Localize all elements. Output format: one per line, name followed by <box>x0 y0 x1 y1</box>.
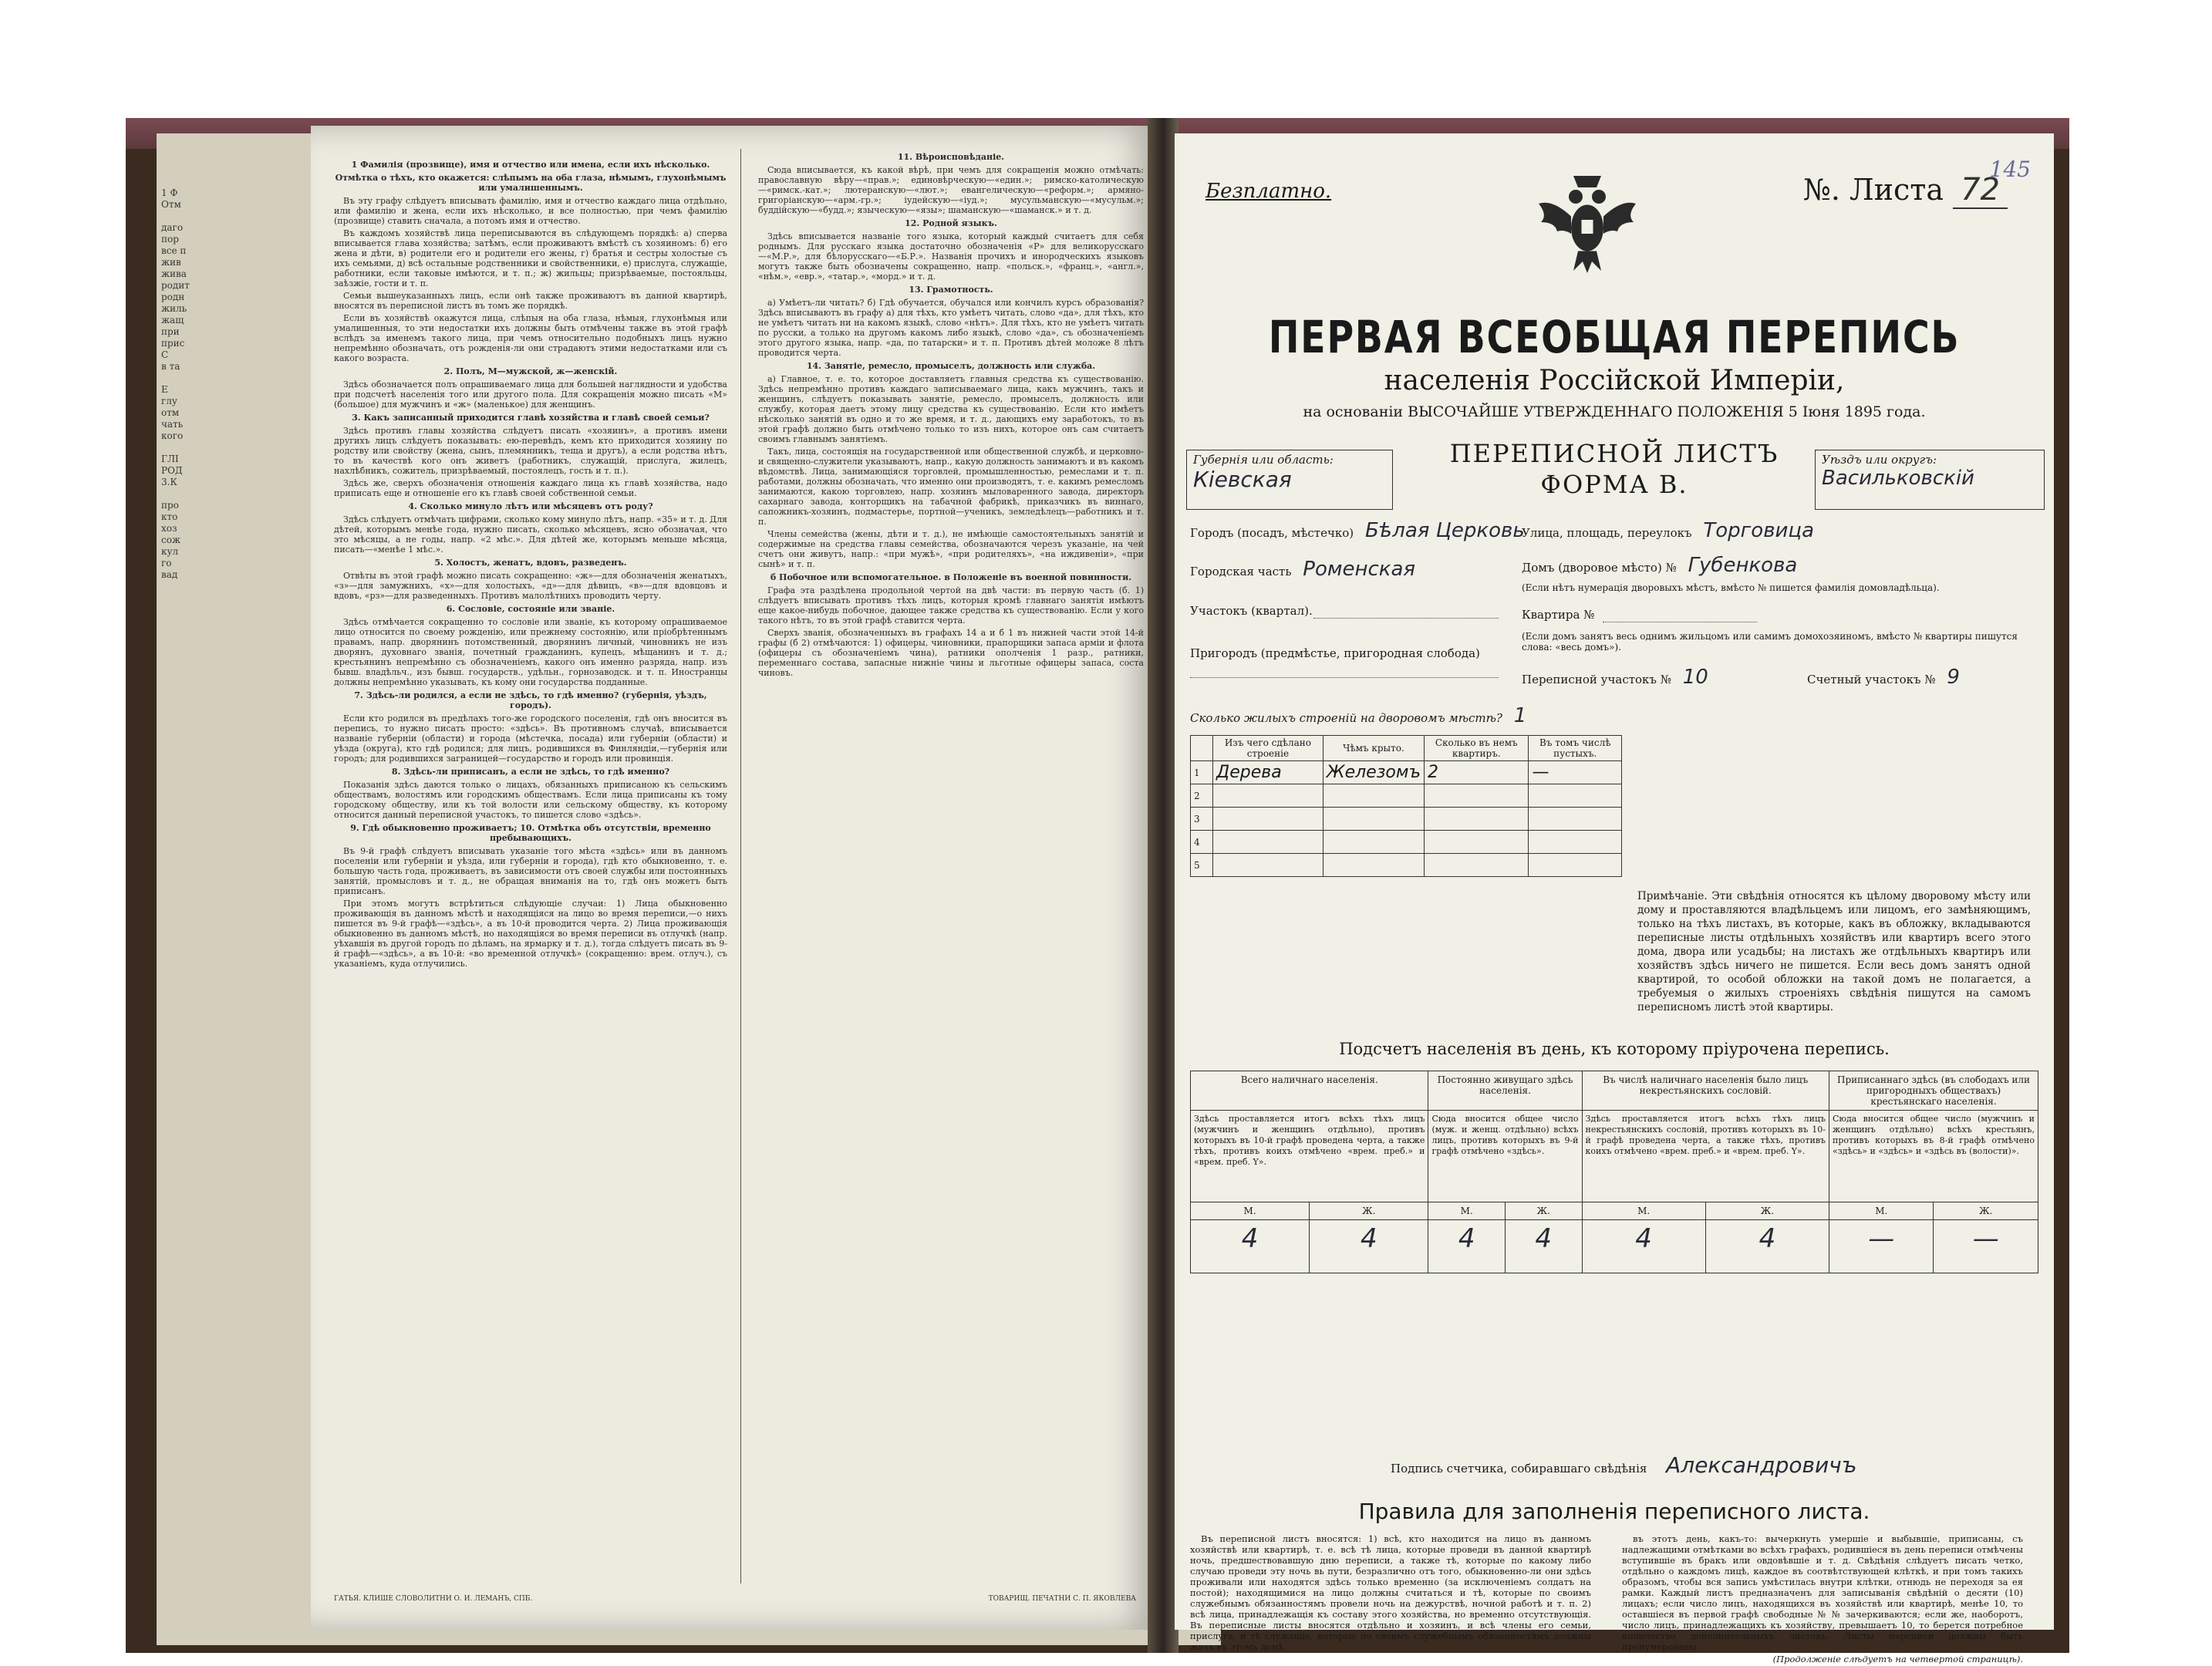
printer-footer <box>334 1595 1136 1603</box>
rules-column-2 <box>1622 1533 2023 1666</box>
census-area-value: 10 <box>1682 666 1708 689</box>
buildings-cell <box>1213 784 1323 808</box>
column-divider <box>740 149 741 1583</box>
population-value: 4 <box>1582 1220 1705 1273</box>
instruction-heading: 1 Фамилія (прозвище), имя и отчество или имена, если ихъ нѣсколько. <box>351 160 710 170</box>
city-field <box>1190 519 1525 542</box>
buildings-table-row <box>1191 784 1622 808</box>
buildings-col-material: Изъ чего сдѣлано строеніе <box>1213 736 1323 761</box>
buildings-cell <box>1425 808 1529 831</box>
street-value: Торговица <box>1703 519 1815 542</box>
sex-label: М. <box>1829 1202 1934 1220</box>
sex-label: М. <box>1191 1202 1310 1220</box>
double-headed-eagle-emblem-icon <box>1529 164 1645 280</box>
gubernia-value: Кіевская <box>1193 467 1292 492</box>
count-area-value: 9 <box>1947 666 1960 689</box>
sex-label: Ж. <box>1310 1202 1428 1220</box>
street-label: Улица, площадь, переулокъ <box>1522 526 1692 540</box>
instruction-paragraph: Показанія здѣсь даются только о лицахъ, обязанныхъ приписаною къ сельскимъ обществамъ, волостямъ или городскимъ обществамъ. Если лица приписаны къ тому городскому обществу, или къ той волости или сельскому обществу, къ которому относится данный переписной участокъ, то пишется слово «здѣсь». <box>334 780 727 820</box>
buildings-cell: 2 <box>1425 761 1529 784</box>
instruction-heading: 11. Вѣроисповѣданіе. <box>897 152 1005 162</box>
buildings-question-field <box>1190 704 1526 727</box>
pop-desc-peasant: Сюда вносится общее число (мужчинъ и женщинъ отдѣльно) всѣхъ крестьянъ, противъ которыхъ въ 8-й графѣ отмѣчено «здѣсь» и «здѣсь» и «здѣсь въ (волости)». <box>1829 1111 2038 1202</box>
district-line <box>1313 618 1499 619</box>
instruction-paragraph: Здѣсь слѣдуетъ отмѣчать цифрами, сколько кому минуло лѣтъ, напр. «35» и т. д. Для дѣтей, которымъ менѣе года, нужно писать, сколько мѣсяцевъ, ясно обозначая, что это мѣсяцы, а не годы, напр. «2 мѣс.». Для дѣтей же, которымъ меньше мѣсяца, писать—«менѣе 1 мѣс.». <box>334 514 727 555</box>
scanned-book-spread <box>126 118 2069 1664</box>
buildings-cell <box>1213 831 1323 854</box>
city-label: Городъ (посадъ, мѣстечко) <box>1190 526 1354 540</box>
instruction-paragraph: Здѣсь обозначается полъ опрашиваемаго лица для большей наглядности и удобства при подсчетѣ населенія того или другого пола. Для сокращенія можно писать «М» (большое) для мужчинъ и «ж» (маленькое) для женщинъ. <box>334 379 727 410</box>
population-value: 4 <box>1310 1220 1428 1273</box>
city-part-value: Роменская <box>1303 558 1416 581</box>
buildings-cell <box>1425 831 1529 854</box>
buildings-cell <box>1425 854 1529 877</box>
suburb-label: Пригородъ (предмѣстье, пригородная слобода) <box>1190 646 1480 660</box>
buildings-cell: — <box>1529 761 1622 784</box>
instruction-heading: 4. Сколько минуло лѣтъ или мѣсяцевъ отъ роду? <box>408 501 653 511</box>
instruction-paragraph: а) Умѣетъ-ли читать? б) Гдѣ обучается, обучался или кончилъ курсъ образованія? Здѣсь вписываютъ въ графу а) для тѣхъ, кто умѣетъ читать, слово «да», для тѣхъ, кто не умѣетъ читать ни на какомъ языкѣ, слово «нѣтъ». Для тѣхъ, кто не умѣетъ читать по русски, а только на другомъ какомъ либо языкѣ, слово «да», съ обозначеніемъ этого другого языка, напр. «да, по татарски» и т. п. Противъ дѣтей моложе 8 лѣтъ проводится черта. <box>758 298 1144 358</box>
buildings-cell <box>1529 808 1622 831</box>
pop-col-peasant: Приписаннаго здѣсь (въ слободахъ или пригородныхъ обществахъ) крестьянскаго населенія. <box>1829 1071 2038 1111</box>
row-number: 5 <box>1191 854 1213 877</box>
signature-label: Подпись счетчика, собиравшаго свѣдѣнія <box>1391 1462 1647 1475</box>
buildings-table-row <box>1191 831 1622 854</box>
sheet-number-label: №. Листа <box>1802 173 1944 207</box>
buildings-cell <box>1213 854 1323 877</box>
house-value: Губенкова <box>1688 554 1798 577</box>
street-field <box>1522 519 1814 542</box>
instruction-paragraph: Здѣсь противъ главы хозяйства слѣдуетъ писать «хозяинъ», а противъ имени другихъ лицъ слѣдуетъ показывать: ею-перевѣдъ, кемъ кто приходится хозяину по родству или свойству (жена, сынъ, племянникъ, теща и другъ), а если родства нѣтъ, то въ качествѣ кого онъ живетъ (работникъ, служащій, прислуга, жилецъ, нахлѣбникъ, сожитель, призрѣваемый, постоялецъ, гость и т. п.). <box>334 426 727 476</box>
instruction-heading: 14. Занятіе, ремесло, промыселъ, должность или служба. <box>806 361 1096 371</box>
instruction-paragraph: При этомъ могутъ встрѣтиться слѣдующіе случаи: 1) Лица обыкновенно проживающія въ данномъ мѣстѣ и находящіяся на лицо во время переписи,—о нихъ пишется въ 9-й графѣ—«здѣсь», а въ 10-й проводится черта. 2) Лица проживающія обыкновенно въ данномъ мѣстѣ, но находящіяся во время переписи въ отлучкѣ (напр. уѣхавшія въ другой городъ по дѣламъ, на ярмарку и т. д.), тогда слѣдуетъ писать въ 9-й графѣ—«здѣсь», а въ 10-й: «во временной отлучкѣ» (сокращенно: врем. отлуч.), съ указаніемъ, куда отлучились. <box>334 899 727 969</box>
instruction-heading: 3. Какъ записанный приходится главѣ хозяйства и главѣ своей семьи? <box>352 413 710 423</box>
sex-label: М. <box>1428 1202 1506 1220</box>
buildings-table-row <box>1191 808 1622 831</box>
instruction-paragraph: Если кто родился въ предѣлахъ того-же городского поселенія, гдѣ онъ вносится въ перепись, то нужно писать просто: «здѣсь». Въ противномъ случаѣ, вписывается названіе губерніи (области) и города (мѣстечка, посада) или губерніи (области) и уѣзда (округа), кто гдѣ родился; для лицъ, родившихся въ Финляндіи,—губернія или городъ; для родившихся заграницей—государство и городъ или провинція. <box>334 713 727 764</box>
instruction-heading: 9. Гдѣ обыкновенно проживаетъ; 10. Отмѣтка объ отсутствіи, временно пребывающихъ. <box>350 823 711 843</box>
population-value: — <box>1934 1220 2038 1273</box>
sex-label: М. <box>1582 1202 1705 1220</box>
buildings-col-flats: Сколько въ немъ квартиръ. <box>1425 736 1529 761</box>
instruction-paragraph: Здѣсь отмѣчается сокращенно то сословіе или званіе, къ которому опрашиваемое лицо относится по своему рожденію, или прежнему состоянію, или пріобрѣтеннымъ правамъ, напр. дворянинъ потомственный, дворянинъ личный, чиновникъ не изъ дворянъ, духовнаго званія, почетный гражданинъ, купецъ, мѣщанинъ и т. д.; крестьянинъ непремѣнно съ обозначеніемъ, какого онъ именно разряда, напр. изъ бывш. владѣльч., изъ бывш. государств., удѣльн., горнозаводск. и т. п. Иностранцы должны непремѣнно указывать, къ кому они государства подданные. <box>334 617 727 687</box>
buildings-cell <box>1529 784 1622 808</box>
instruction-paragraph: Такъ, лица, состоящія на государственной или общественной службѣ, и церковно-и священно-служители указываютъ, напр., какую должность занимаютъ и въ какомъ вѣдомствѣ. Лица, занимающіяся торговлей, промышленностью, ремеслами и т. п. работами, должны обозначать, что именно они производятъ, т. е. какимъ ремесломъ занимаются, какою торговлею, напр. хозяинъ мыловаренного завода, директоръ сахарнаго завода, конторщикъ на табачной фабрикѣ, приказчикъ въ виннаго, сапожникъ-хозяинъ, подмастерье, портной—ученикъ, земледѣлецъ—работникъ и т. п. <box>758 447 1144 527</box>
signature-value: Александровичъ <box>1666 1452 1857 1478</box>
row-number: 4 <box>1191 831 1213 854</box>
instruction-heading: 5. Холостъ, женатъ, вдовъ, разведенъ. <box>434 558 627 568</box>
population-table-headers <box>1191 1071 2038 1111</box>
instruction-paragraph: Сверхъ званія, обозначенныхъ въ графахъ 14 а и б 1 въ нижней части этой 14-й графы (б 2) отмѣчаются: 1) офицеры, чиновники, прапорщики запаса арміи и флота (офицеры съ обозначеніемъ чина), ратники ополченія 1 разр., ратники, переменнаго состава, запасные нижніе чины и льготные офицеры запаса, соста чиновъ. <box>758 628 1144 678</box>
gubernia-label: Губернія или область: <box>1193 453 1334 467</box>
pop-desc-permanent: Сюда вносится общее число (муж. и женщ. отдѣльно) всѣхъ лицъ, противъ которыхъ въ 9-й графѣ отмѣчено «здѣсь». <box>1428 1111 1582 1202</box>
population-count-heading: Подсчетъ населенія въ день, къ которому пріурочена перепись. <box>1339 1040 1890 1058</box>
buildings-cell <box>1425 784 1529 808</box>
buildings-col-roof: Чѣмъ крыто. <box>1323 736 1424 761</box>
instruction-paragraph: а) Главное, т. е. то, которое доставляетъ главныя средства къ существованію. Здѣсь непремѣнно противъ каждаго записываемаго лица, какъ мужчинъ, такъ и женщинъ, слѣдуетъ показывать занятіе, ремесло, промыселъ, должность или службу, которая даетъ этому лицу средства къ существованію. Если кто имѣетъ нѣсколько занятій въ одно и то же время, и т. д., дающихъ ему заработокъ, то въ этой графѣ должно быть отмѣчено только то изъ нихъ, которое онъ сам считаетъ своимъ главнымъ занятіемъ. <box>758 374 1144 444</box>
buildings-cell <box>1323 784 1424 808</box>
buildings-table-header <box>1191 736 1622 761</box>
census-area-field <box>1522 666 1708 689</box>
instructions-column-1 <box>334 157 727 1568</box>
house-label: Домъ (дворовое мѣсто) № <box>1522 561 1677 575</box>
instruction-paragraph: Въ 9-й графѣ слѣдуетъ вписывать указаніе того мѣста «здѣсь» или въ данномъ поселеніи или губерніи и уѣзда, или губерніи и города), гдѣ кто обыкновенно, т. е. большую часть года, проживаетъ, въ зависимости отъ своей службы или постоянныхъ занятій, промысловъ и т. д., не обращая вниманія на то, гдѣ онъ можетъ быть приписанъ. <box>334 846 727 896</box>
uezd-value: Васильковскій <box>1822 467 1974 490</box>
city-part-label: Городская часть <box>1190 565 1292 578</box>
row-number: 2 <box>1191 784 1213 808</box>
population-sex-labels <box>1191 1202 2038 1220</box>
pop-col-permanent: Постоянно живущаго здѣсь населенія. <box>1428 1071 1582 1111</box>
suburb-field <box>1190 646 1480 660</box>
census-area-label: Переписной участокъ № <box>1522 673 1671 686</box>
underlying-page-edge-text: 1 Ф Отм даго пор все п жив жива родит родн жиль жащ при прис С в та Е глу отм чать кого ГЛІ РОД 3.К про кто хоз сож кул го вад <box>161 187 190 580</box>
buildings-cell: Дерева <box>1213 761 1323 784</box>
buildings-value: 1 <box>1513 704 1527 727</box>
sheet-number-value: 72 <box>1953 172 2008 209</box>
instruction-heading: б Побочное или вспомогательное. в Положеніе въ военной повинности. <box>770 572 1132 582</box>
house-field <box>1522 554 1797 577</box>
form-title: ПЕРЕПИСНОЙ ЛИСТЪ <box>1449 439 1779 468</box>
sex-label: Ж. <box>1705 1202 1829 1220</box>
instruction-paragraph: Въ эту графу слѣдуетъ вписывать фамилію, имя и отчество каждаго лица отдѣльно, или фамилію и жена, если ихъ нѣсколько, и все полностью, при чемъ фамилію (прозвище) ставить сначала, а потомъ имя и отчество. <box>334 196 727 226</box>
instruction-paragraph: Члены семейства (жены, дѣти и т. д.), не имѣющіе самостоятельныхъ занятій и содержимые на средства главы семейства, обозначаются черезъ указаніе, на чей счетъ они живутъ, напр.: «при мужѣ», «при родителяхъ», «на иждивеніи», «при сынѣ» и т. п. <box>758 529 1144 569</box>
free-label: Безплатно. <box>1205 180 1332 203</box>
census-form-page <box>1175 133 2054 1664</box>
buildings-cell <box>1529 831 1622 854</box>
row-number: 3 <box>1191 808 1213 831</box>
buildings-note: Примѣчаніе. Эти свѣдѣнія относятся къ цѣлому дворовому мѣсту или дому и проставляются владѣльцемъ или лицомъ, его замѣняющимъ, только на тѣхъ листахъ, въ которые, какъ въ обложку, вкладываются переписные листы отдѣльныхъ хозяйствъ или квартиръ всего этого дома, двора или усадьбы; на листахъ же отдѣльныхъ квартиръ или хозяйствъ здѣсь ничего не пишется. Если весь домъ занятъ одной квартирой, то особой обложки на такой домъ не полагается, а требуемыя о жилыхъ строеніяхъ свѣдѣнія пишутся на самомъ переписномъ листѣ этой квартиры. <box>1637 890 2031 1013</box>
census-title: ПЕРВАЯ ВСЕОБЩАЯ ПЕРЕПИСЬ <box>1268 311 1961 363</box>
row-number: 1 <box>1191 761 1213 784</box>
district-label: Участокъ (квартал). <box>1190 604 1313 618</box>
count-area-field <box>1807 666 1960 689</box>
rules-text-2: въ этотъ день, какъ-то: вычеркнуть умершіе и выбывшіе, приписаны, съ надлежащими отмѣтками во всѣхъ графахъ, родившіеся въ день переписи отмѣчены вступившіе въ бракъ или овдовѣвшіе и т. д. Свѣдѣнія слѣдуетъ писать четко, отдѣльно о каждомъ лицѣ, каждое въ соотвѣтствующей клѣткѣ, и при томъ такихъ образомъ, чтобы вся запись умѣстилась внутри клѣтки, отнюдь не переходя за ея рамки. Каждый листъ предназначенъ для записыванія свѣдѣній о десяти (10) лицахъ; если число лицъ, находящихся въ хозяйствѣ или квартирѣ, менѣе 10, то оставшіеся въ первой графѣ свободные № № зачеркиваются; если же, наоборотъ, число лицъ, принадлежащихъ къ хозяйству, превышаетъ 10, то берется потребное количество дополнительныхъ листовъ. Листы переписи должны быть пронумерованы. <box>1622 1533 2023 1652</box>
instruction-paragraph: Сюда вписывается, къ какой вѣрѣ, при чемъ для сокращенія можно отмѣчать: православную вѣру—«прав.»; единовѣрческую—«един.»; римско-католическую—«римск.-кат.»; лютеранскую—«лют.»; евангелическую—«реформ.»; армяно-григоріанскую—«арм.-гр.»; іудейскую—«іуд.»; мусульманскую—«мусульм.»; буддійскую—«будд.»; языческую—«язы»; шаманскую—«шаманск.» и т. д. <box>758 165 1144 215</box>
instruction-heading: 7. Здѣсь-ли родился, а если не здѣсь, то гдѣ именно? (губернія, уѣздъ, городъ). <box>354 690 707 710</box>
instruction-heading: 8. Здѣсь-ли приписанъ, а если не здѣсь, то гдѣ именно? <box>391 767 670 777</box>
uezd-label: Уѣздъ или округъ: <box>1822 453 1937 467</box>
printer-left: ГАТЬЯ. КЛИШЕ СЛОВОЛИТНИ О. И. ЛЕМАНЪ, СПБ. <box>334 1595 533 1603</box>
instruction-heading: Отмѣтка о тѣхъ, кто окажется: слѣпымъ на оба глаза, нѣмымъ, глухонѣмымъ или умалишеннымъ. <box>335 173 727 193</box>
pop-col-present: Всего наличнаго населенія. <box>1191 1071 1428 1111</box>
population-table <box>1190 1071 2038 1273</box>
printer-right: ТОВАРИЩ. ПЕЧАТНИ С. П. ЯКОВЛЕВА <box>988 1595 1136 1603</box>
gubernia-box <box>1186 450 1393 510</box>
pop-desc-present: Здѣсь проставляется итогъ всѣхъ тѣхъ лицъ (мужчинъ и женщинъ отдѣльно), противъ которыхъ въ 10-й графѣ проведена черта, а также тѣхъ, противъ коихъ отмѣчено «врем. преб.» и «врем. преб. Y». <box>1191 1111 1428 1202</box>
buildings-cell <box>1323 808 1424 831</box>
city-part-field <box>1190 558 1415 581</box>
sheet-number <box>1803 172 2008 207</box>
sex-label: Ж. <box>1934 1202 2038 1220</box>
instruction-paragraph: Если въ хозяйствѣ окажутся лица, слѣпыя на оба глаза, нѣмыя, глухонѣмыя или умалишенныя, то эти недостатки ихъ должны быть отмѣчены также въ этой графѣ вслѣдъ за именемъ такого лица, при чемъ относительно подобныхъ лицъ нужно непремѣнно обозначать, отъ рожденія-ли они страдаютъ этими недостатками или съ какого возраста. <box>334 313 727 363</box>
instruction-paragraph: Семьи вышеуказанныхъ лицъ, если онѣ также проживаютъ въ данной квартирѣ, вносятся въ переписной листъ въ томъ же порядкѣ. <box>334 291 727 311</box>
pop-col-non-peasant: Въ числѣ наличнаго населенія было лицъ некрестьянскихъ сословій. <box>1582 1071 1829 1111</box>
form-subtitle: ФОРМА В. <box>1540 470 1688 499</box>
buildings-table-row <box>1191 854 1622 877</box>
buildings-cell <box>1529 854 1622 877</box>
census-subtitle: населенія Россійской Имперіи, <box>1384 365 1845 396</box>
buildings-cell <box>1323 854 1424 877</box>
buildings-cell: Железомъ <box>1323 761 1424 784</box>
rules-column-1 <box>1190 1533 1591 1654</box>
population-values <box>1191 1220 2038 1273</box>
uezd-box <box>1815 450 2045 510</box>
rules-text-1: Въ переписной листъ вносятся: 1) всѣ, кто находится на лицо въ данномъ хозяйствѣ или квартирѣ, т. е. всѣ тѣ лица, которые проведи въ данной квартирѣ ночь, предшествовавшую дню переписи, а также тѣ, которые по какому либо случаю проведи эту ночь вь пути, безразлично отъ того, обыкновенно-ли они здѣсь проживали или находятся здѣсь только временно (за исключеніемъ солдатъ на постой); находящимися на лицо должны считаться и тѣ, которые по своимъ служебнымъ обязанностямъ провели ночь на дежурствѣ, ночной работѣ и т. п. 2) всѣ лица, принадлежащія къ составу этого хозяйства, но временно отсутствующія. Въ переписные листы вносятся отдѣльно и хозяинъ, и всѣ члены его семьи, прислуга, и тѣ служащіе, которые по своимъ служебнымъ обязанностямъ должны жить въ этомъ домѣ. <box>1190 1533 1591 1652</box>
left-page-instructions <box>311 126 1159 1630</box>
buildings-col-empty: Въ томъ числѣ пустыхъ. <box>1529 736 1622 761</box>
flat-label: Квартира № <box>1522 608 1595 622</box>
city-value: Бѣлая Церковь <box>1364 519 1525 542</box>
district-field <box>1190 604 1313 618</box>
house-note: (Если нѣтъ нумерація дворовыхъ мѣстъ, вмѣсто № пишется фамилія домовладѣльца). <box>1522 582 1940 593</box>
instruction-heading: 13. Грамотность. <box>909 285 993 295</box>
pop-desc-non-peasant: Здѣсь проставляется итогъ всѣхъ тѣхъ лицъ некрестьянскихъ сословій, противъ которыхъ въ 10-й графѣ проведена черта, а также тѣхъ, противъ коихъ отмѣчено «врем. преб.» и «врем. преб. Y». <box>1582 1111 1829 1202</box>
rules-title: Правила для заполненія переписного листа. <box>1358 1499 1870 1524</box>
instruction-heading: 2. Полъ, М—мужской, ж—женскій. <box>443 366 618 376</box>
instruction-paragraph: Графа эта раздѣлена продольной чертой на двѣ части: въ первую часть (б. 1) слѣдуетъ вписывать противъ тѣхъ лицъ, которыя кромѣ главнаго занятія имѣютъ еще какое-нибудь побочное, дающее также средства къ существованію. Если у кого такого нѣтъ, то въ этой графѣ ставится черта. <box>758 585 1144 626</box>
suburb-line <box>1190 677 1499 678</box>
instruction-heading: 6. Сословіе, состояніе или званіе. <box>446 604 615 614</box>
rules-continue: (Продолженіе слѣдуетъ на четвертой страницѣ). <box>1772 1654 2023 1664</box>
instruction-paragraph: Въ каждомъ хозяйствѣ лица переписываются въ слѣдующемъ порядкѣ: а) сперва вписывается глава хозяйства; затѣмъ, если проживаютъ вмѣстѣ съ хозяиномъ: б) его жена и дѣти, в) родители его и родители его жены, г) братья и сестры холостые съ ихъ семьями, д) всѣ остальные родственники и свойственники, е) прислуга, служащіе, работники, если таковые имѣются, и т. п.; ж) жильцы; призрѣваемые, постояльцы, заѣзжіе, гости и т. п. <box>334 228 727 288</box>
flat-field <box>1522 608 1594 622</box>
instructions-column-2 <box>758 149 1144 1560</box>
count-area-label: Счетный участокъ № <box>1807 673 1936 686</box>
population-table-descriptions <box>1191 1111 2038 1202</box>
instruction-paragraph: Здѣсь вписывается названіе того языка, который каждый считаетъ для себя роднымъ. Для русскаго языка достаточно обозначенія «Р» для великорусскаго—«М.Р.», для бѣлорусскаго—«Б.Р.». Названія прочихъ и инородческихъ языковъ могутъ также быть обозначены сокращенно, напр. «польск.», «франц.», «англ.», «нѣм.», «евр.», «татар.», «морд.» и т. д. <box>758 231 1144 282</box>
buildings-table <box>1190 735 1622 877</box>
population-value: 4 <box>1428 1220 1506 1273</box>
instruction-paragraph: Отвѣты въ этой графѣ можно писать сокращенно: «ж»—для обозначенія женатыхъ, «з»—для замужнихъ, «х»—для холостыхъ, «д»—для дѣвицъ, «в»—для вдовцовъ и вдовъ, «рз»—для разведенныхъ. Противъ малолѣтнихъ проводить черту. <box>334 571 727 601</box>
sex-label: Ж. <box>1505 1202 1582 1220</box>
pencil-page-number: 145 <box>1989 157 2031 182</box>
buildings-cell <box>1323 831 1424 854</box>
buildings-table-row <box>1191 761 1622 784</box>
buildings-cell <box>1213 808 1323 831</box>
legal-basis: на основаніи ВЫСОЧАЙШЕ УТВЕРЖДЕННАГО ПОЛОЖЕНІЯ 5 Іюня 1895 года. <box>1303 403 1926 420</box>
buildings-question: Сколько жилыхъ строеній на дворовомъ мѣстѣ? <box>1190 711 1502 725</box>
population-value: 4 <box>1191 1220 1310 1273</box>
book-gutter <box>1148 118 1178 1653</box>
signature-field <box>1391 1452 1857 1478</box>
population-value: — <box>1829 1220 1934 1273</box>
flat-note: (Если домъ занятъ весь однимъ жильцомъ или самимъ домохозяиномъ, вмѣсто № квартиры пишутся слова: «весь домъ»). <box>1522 631 2018 653</box>
population-value: 4 <box>1705 1220 1829 1273</box>
instruction-paragraph: Здѣсь же, сверхъ обозначенія отношенія каждаго лица къ главѣ хозяйства, надо приписать еще и отношеніе его къ главѣ своей собственной семьи. <box>334 478 727 498</box>
instruction-heading: 12. Родной языкъ. <box>905 218 997 228</box>
population-value: 4 <box>1505 1220 1582 1273</box>
